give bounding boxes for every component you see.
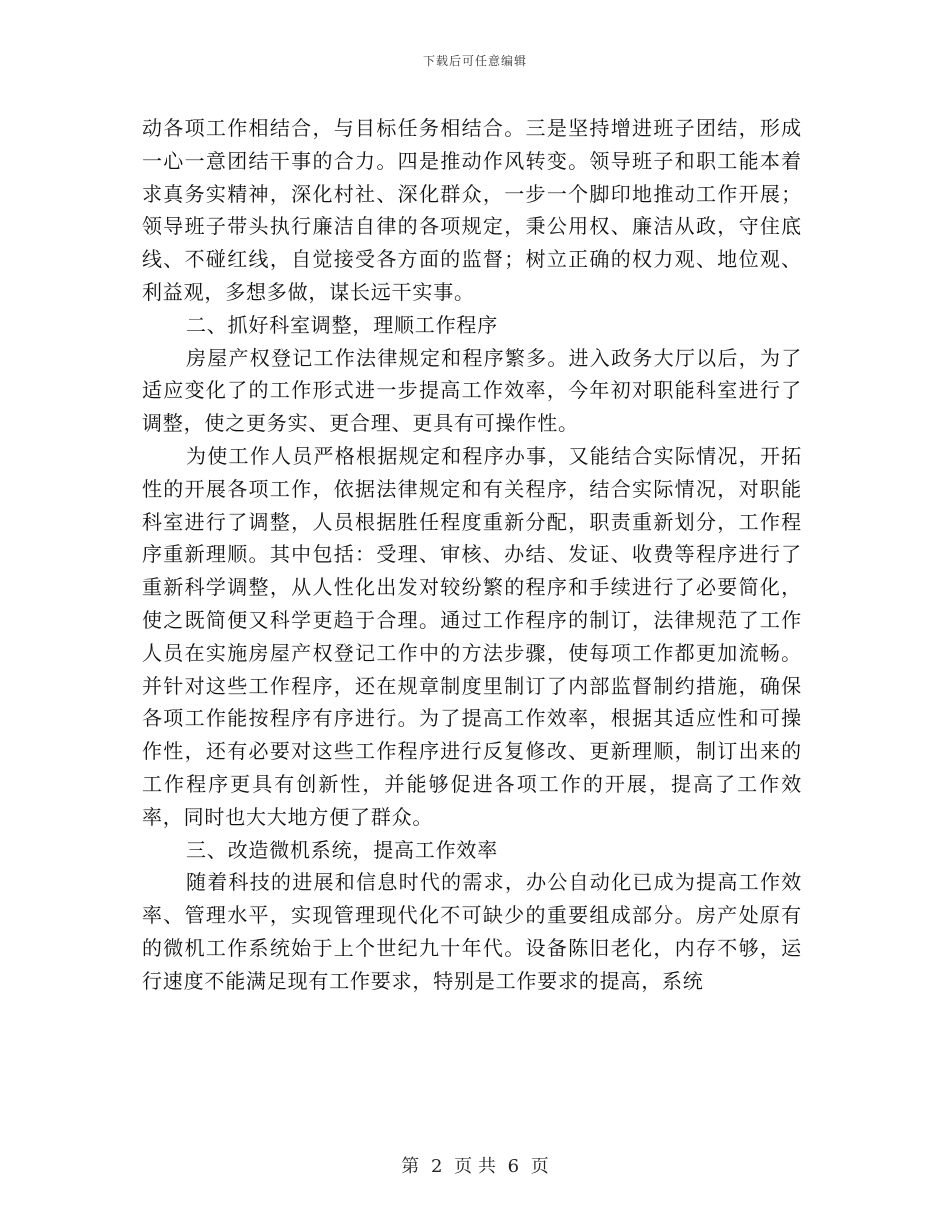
footer-prefix: 第 xyxy=(401,1156,420,1177)
footer-suffix: 页 xyxy=(530,1156,549,1177)
paragraph-section-2-intro: 房屋产权登记工作法律规定和程序繁多。进入政务大厅以后，为了适应变化了的工作形式进一步提高工作效率，今年初对职能科室进行了调整，使之更务实、更合理、更具有可操作性。 xyxy=(142,345,802,436)
page-number: 2 xyxy=(430,1156,443,1177)
section-heading-2: 二、抓好科室调整，理顺工作程序 xyxy=(186,312,498,337)
page-total: 6 xyxy=(507,1156,520,1177)
header-note: 下载后可任意编辑 xyxy=(422,54,527,68)
footer-mid: 页 共 xyxy=(454,1156,496,1177)
paragraph-continuation: 动各项工作相结合，与目标任务相结合。三是坚持增进班子团结，形成一心一意团结干事的合力。四是推动作风转变。领导班子和职工能本着求真务实精神，深化村社、深化群众，一步一个脚印地推动工作开展；领导班子带头执行廉洁自律的各项规定，秉公用权、廉洁从政，守住底线、不碰红线，自觉接受各方面的监督；树立正确的权力观、地位观、利益观，多想多做，谋长远干实事。 xyxy=(142,116,802,304)
paragraph-section-3-intro: 随着科技的进展和信息时代的需求，办公自动化已成为提高工作效率、管理水平，实现管理现代化不可缺少的重要组成部分。房产处原有的微机工作系统始于上个世纪九十年代。设备陈旧老化，内存不够，运行速度不能满足现有工作要求，特别是工作要求的提高，系统 xyxy=(142,870,802,993)
section-heading-3: 三、改造微机系统，提高工作效率 xyxy=(186,837,498,862)
document-body xyxy=(142,112,802,998)
paragraph-section-2-detail: 为使工作人员严格根据规定和程序办事，又能结合实际情况，开拓性的开展各项工作，依据法律规定和有关程序，结合实际情况，对职能科室进行了调整，人员根据胜任程度重新分配，职责重新划分，工作程序重新理顺。其中包括：受理、审核、办结、发证、收费等程序进行了重新科学调整，从人性化出发对较纷繁的程序和手续进行了必要简化，使之既简便又科学更趋于合理。通过工作程序的制订，法律规范了工作人员在实施房屋产权登记工作中的方法步骤，使每项工作都更加流畅。并针对这些工作程序，还在规章制度里制订了内部监督制约措施，确保各项工作能按程序有序进行。为了提高工作效率，根据其适应性和可操作性，还有必要对这些工作程序进行反复修改、更新理顺，制订出来的工作程序更具有创新性，并能够促进各项工作的开展，提高了工作效率，同时也大大地方便了群众。 xyxy=(142,443,802,829)
page-footer xyxy=(0,1152,950,1178)
